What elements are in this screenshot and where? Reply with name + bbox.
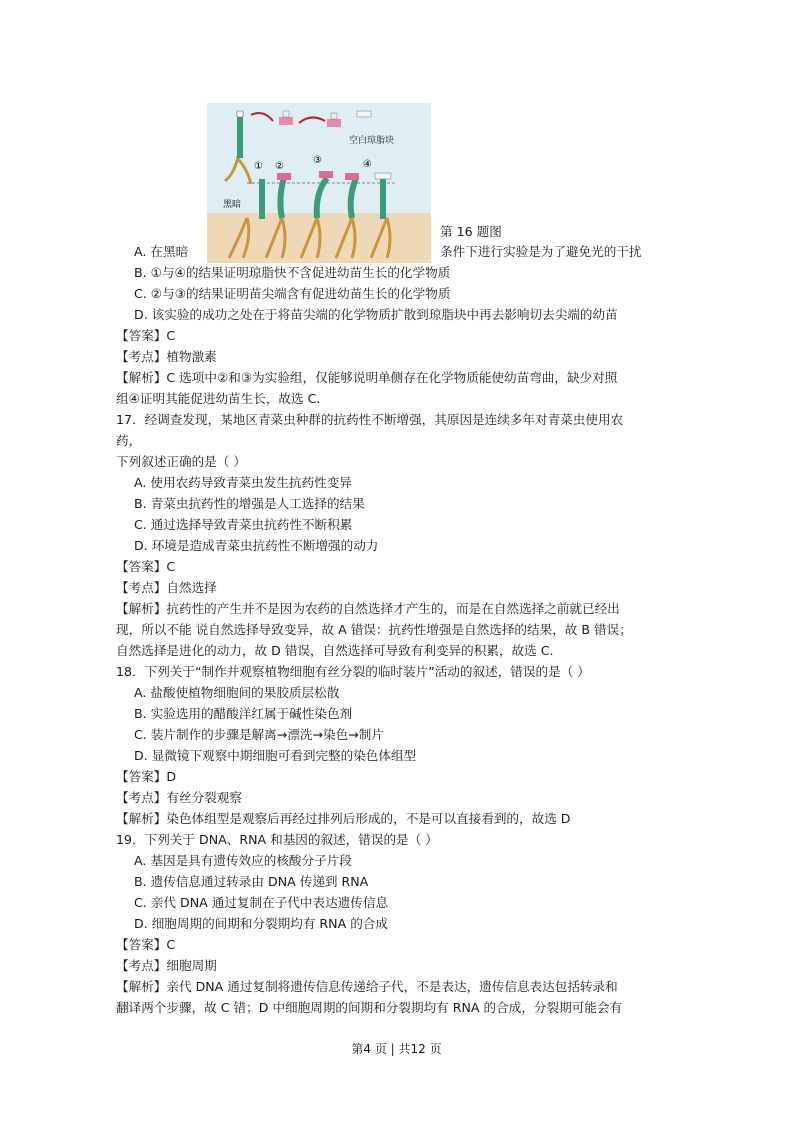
q18-option-d: D. 显微镜下观察中期细胞可看到完整的染色体组型 <box>134 748 417 763</box>
q16-option-c: C. ②与③的结果证明苗尖端含有促进幼苗生长的化学物质 <box>134 286 451 301</box>
q16-option-a: A. 在黑暗 <box>134 244 189 259</box>
figure-caption: 第 16 题图 <box>440 224 502 239</box>
q17-option-b: B. 青菜虫抗药性的增强是人工选择的结果 <box>134 496 365 511</box>
q17-stem: 17．经调查发现，某地区青菜虫种群的抗药性不断增强，其原因是连续多年对青菜虫使用农 <box>116 412 624 427</box>
marker-4: ④ <box>363 159 372 170</box>
page-footer: 第4 页 | 共12 页 <box>351 1042 442 1056</box>
q16-point: 【考点】植物激素 <box>116 349 217 364</box>
marker-3: ③ <box>313 155 322 166</box>
q17-answer: 【答案】C <box>116 559 176 574</box>
q17-point: 【考点】自然选择 <box>116 580 217 595</box>
q17-stem-question: 下列叙述正确的是（ ） <box>116 454 246 469</box>
q18-option-a: A. 盐酸使植物细胞间的果胶质层松散 <box>134 685 340 700</box>
q16-analysis: 【解析】C 选项中②和③为实验组，仅能够说明单侧存在化学物质能使幼苗弯曲，缺少对照 <box>116 370 618 385</box>
q16-option-b: B. ①与④的结果证明琼脂快不含促进幼苗生长的化学物质 <box>134 265 451 280</box>
q18-stem: 18．下列关于“制作并观察植物细胞有丝分裂的临时装片”活动的叙述，错误的是（ ） <box>116 664 590 679</box>
marker-2: ② <box>275 161 284 172</box>
q19-analysis: 【解析】亲代 DNA 通过复制将遗传信息传递给子代，不是表达，遗传信息表达包括转录和 <box>116 979 618 994</box>
q16-option-d: D. 该实验的成功之处在于将苗尖端的化学物质扩散到琼脂块中再去影响切去尖端的幼苗 <box>134 307 618 322</box>
q16-answer: 【答案】C <box>116 328 176 343</box>
q19-option-b: B. 遗传信息通过转录由 DNA 传递到 RNA <box>134 874 369 889</box>
q17-option-d: D. 环境是造成青菜虫抗药性不断增强的动力 <box>134 538 379 553</box>
q18-option-c: C. 装片制作的步骤是解离→漂洗→染色→制片 <box>134 727 384 742</box>
q19-option-d: D. 细胞周期的间期和分裂期均有 RNA 的合成 <box>134 916 388 931</box>
q19-point: 【考点】细胞周期 <box>116 958 217 973</box>
q17-analysis: 【解析】抗药性的产生并不是因为农药的自然选择才产生的，而是在自然选择之前就已经出 <box>116 601 620 616</box>
q19-answer: 【答案】C <box>116 937 176 952</box>
q17-stem-cont: 药， <box>116 433 142 448</box>
q18-option-b: B. 实验选用的醋酸洋红属于碱性染色剂 <box>134 706 353 721</box>
q18-answer: 【答案】D <box>116 769 177 784</box>
q17-option-c: C. 通过选择导致青菜虫抗药性不断积累 <box>134 517 353 532</box>
q17-analysis-cont2: 自然选择是进化的动力，故 D 错误，自然选择可导致有利变异的积累，故选 C. <box>116 643 554 658</box>
q16-option-a-cont: 条件下进行实验是为了避免光的干扰 <box>440 244 642 259</box>
seedling-experiment-diagram <box>207 103 431 263</box>
q16-analysis-cont: 组④证明其能促进幼苗生长，故选 C. <box>116 391 321 406</box>
question-16-figure <box>207 103 431 263</box>
q17-option-a: A. 使用农药导致青菜虫发生抗药性变异 <box>134 475 352 490</box>
q19-option-a: A. 基因是具有遗传效应的核酸分子片段 <box>134 853 352 868</box>
q19-analysis-cont: 翻译两个步骤，故 C 错；D 中细胞周期的间期和分裂期均有 RNA 的合成，分裂期可能会有 <box>116 1000 623 1015</box>
dark-label: 黑暗 <box>223 200 242 210</box>
q18-point: 【考点】有丝分裂观察 <box>116 790 242 805</box>
q19-stem: 19．下列关于 DNA、RNA 和基因的叙述，错误的是（ ） <box>116 832 438 847</box>
q18-analysis: 【解析】染色体组型是观察后再经过排列后形成的，不是可以直接看到的，故选 D <box>116 811 571 826</box>
blank-agar-label: 空白琼脂块 <box>349 136 395 146</box>
q19-option-c: C. 亲代 DNA 通过复制在子代中表达遗传信息 <box>134 895 389 910</box>
marker-1: ① <box>254 161 263 172</box>
q17-analysis-cont: 现，所以不能 说自然选择导致变异，故 A 错误：抗药性增强是自然选择的结果，故 B 错误； <box>116 622 632 637</box>
